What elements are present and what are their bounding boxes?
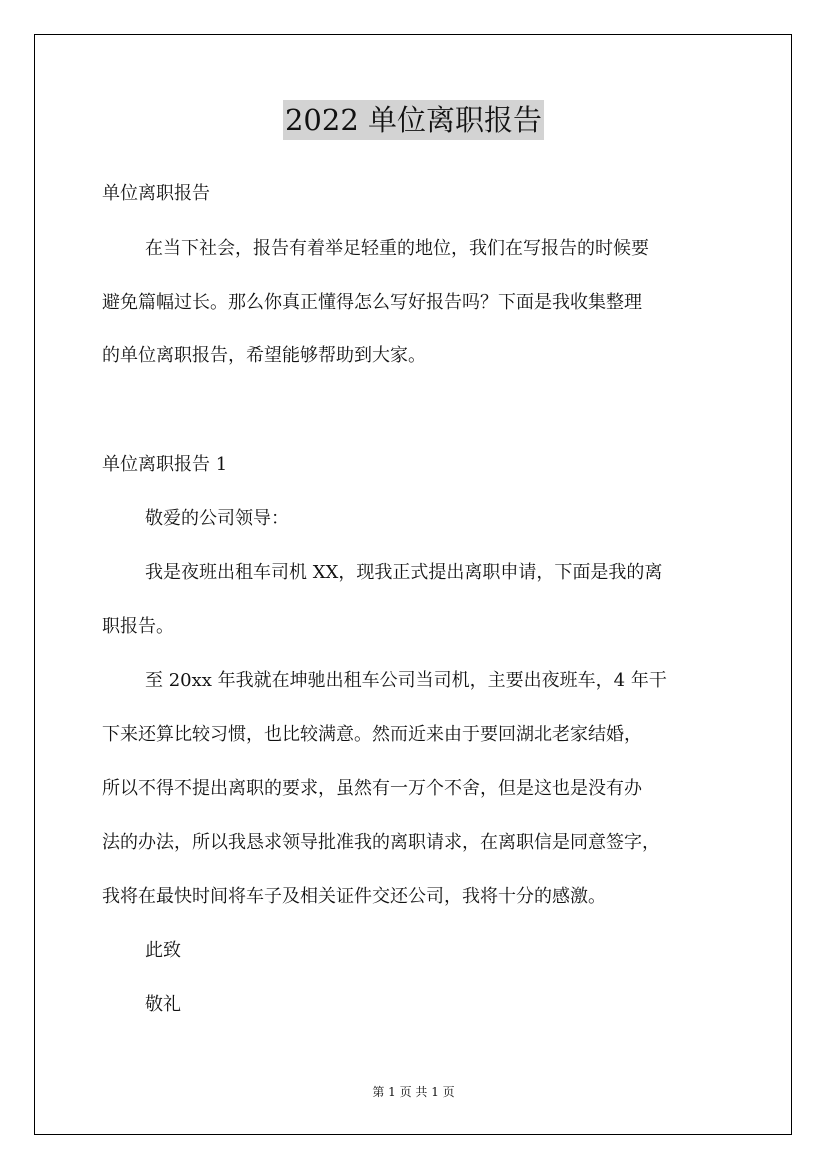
intro-line-3: 的单位离职报告，希望能够帮助到大家。 (102, 345, 426, 366)
closing-line-1: 此致 (145, 940, 181, 961)
page-footer: 第 1 页 共 1 页 (372, 1085, 455, 1099)
closing-line-2: 敬礼 (145, 994, 181, 1015)
para2-line-3: 所以不得不提出离职的要求，虽然有一万个不舍，但是这也是没有办 (102, 778, 642, 799)
para2-line-4: 法的办法，所以我恳求领导批准我的离职请求，在离职信是同意签字， (102, 832, 660, 853)
para2-line-5: 我将在最快时间将车子及相关证件交还公司，我将十分的感激。 (102, 886, 606, 907)
para2-line-1: 至 20xx 年我就在坤驰出租车公司当司机，主要出夜班车，4 年干 (145, 670, 667, 691)
salutation: 敬爱的公司领导： (145, 508, 289, 529)
intro-line-1: 在当下社会，报告有着举足轻重的地位，我们在写报告的时候要 (145, 238, 649, 259)
section-title: 单位离职报告 1 (102, 454, 228, 475)
intro-line-2: 避免篇幅过长。那么你真正懂得怎么写好报告吗？下面是我收集整理 (102, 292, 642, 313)
document-heading: 单位离职报告 (102, 183, 210, 204)
document-title: 2022 单位离职报告 (283, 100, 544, 140)
para2-line-2: 下来还算比较习惯，也比较满意。然而近来由于要回湖北老家结婚， (102, 724, 642, 745)
title-container (0, 100, 827, 140)
para1-line-1: 我是夜班出租车司机 XX，现我正式提出离职申请，下面是我的离 (145, 562, 663, 583)
para1-line-2: 职报告。 (102, 616, 174, 637)
